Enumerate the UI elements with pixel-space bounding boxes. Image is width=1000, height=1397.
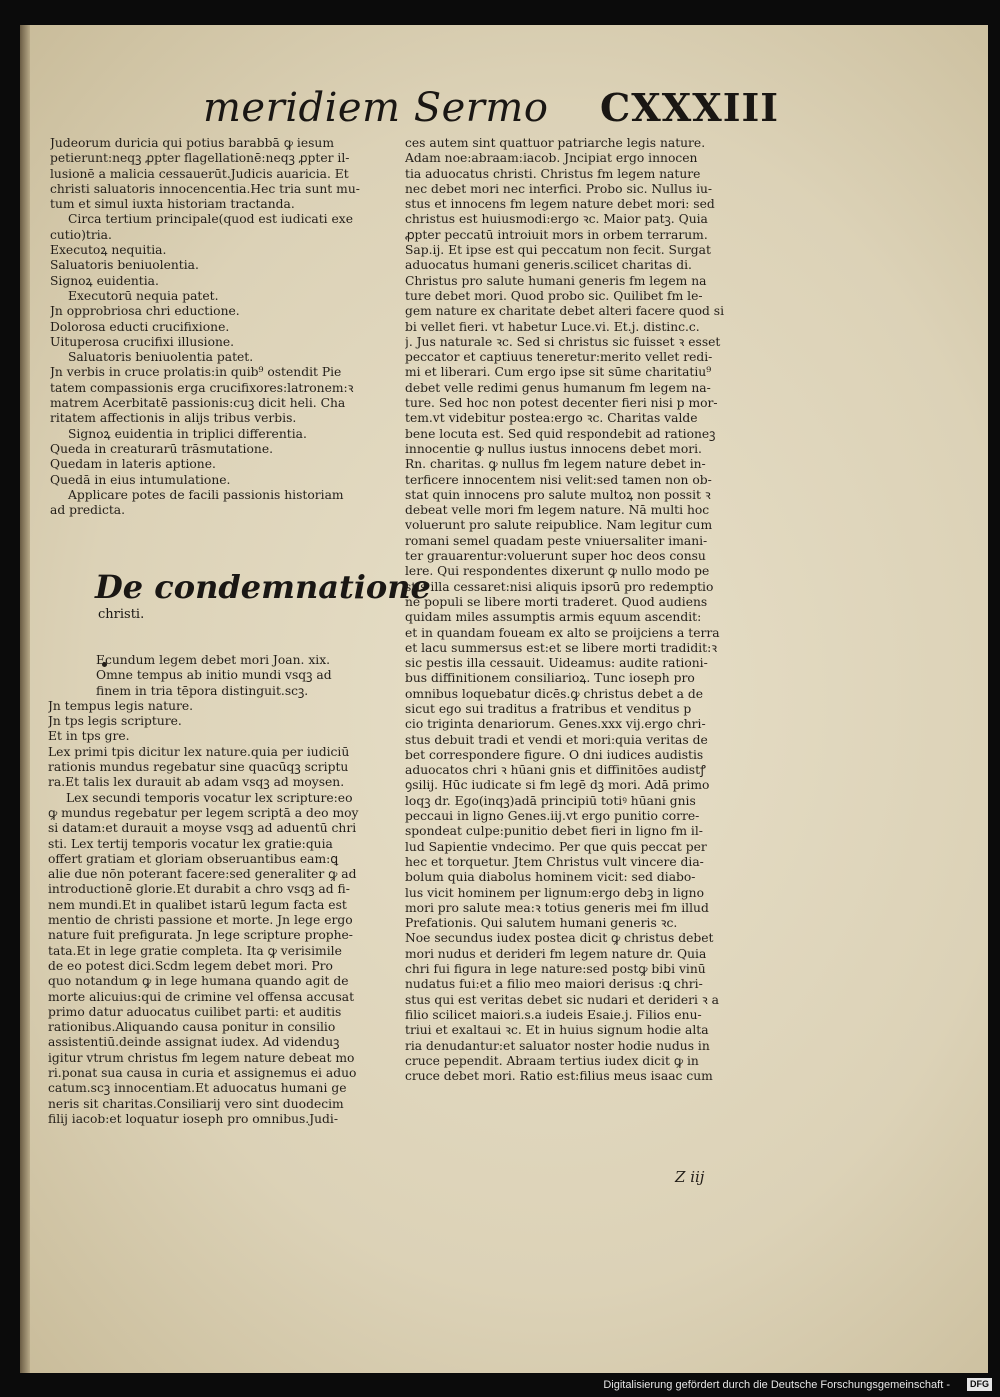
- text-line: bet correspondere figure. O dni iudices audistis: [405, 747, 704, 762]
- text-line: ne populi se libere morti traderet. Quod audiens: [405, 594, 708, 609]
- folio-number: CXXXIII: [600, 85, 780, 130]
- text-line: primo datur aduocatus cuilibet parti: et auditis: [48, 1004, 342, 1019]
- dfg-logo: DFG: [967, 1378, 992, 1391]
- text-line: Executoꝝ nequitia.: [50, 243, 167, 258]
- text-line: morte alicuius:qui de crimine vel offensa accusat: [48, 989, 355, 1004]
- text-line: Adam noe:abraam:iacob. Jncipiat ergo innocen: [405, 151, 698, 166]
- text-line: si datam:et durauit a moyse vsqꝫ ad aduentū chri: [48, 821, 357, 836]
- text-line: Rn. charitas. ꝙ nullus fm legem nature debet in-: [405, 457, 706, 472]
- section-subheading: christi.: [98, 607, 145, 622]
- text-line: filio scilicet maiori.s.a iudeis Esaie.j. Filios enu-: [405, 1007, 702, 1022]
- text-line: lere. Qui respondentes dixerunt ꝙ nullo modo pe: [405, 564, 710, 579]
- text-line: ter grauarentur:voluerunt super hoc deos consu: [405, 549, 706, 564]
- page-gutter: [20, 25, 30, 1373]
- text-line: bus diffinitionem consiliarioꝝ. Tunc ioseph pro: [405, 671, 695, 686]
- running-head: meridiem Sermo: [203, 85, 549, 131]
- left-column-bottom: [48, 653, 390, 1127]
- text-line: Jn opprobriosa chri eductione.: [50, 304, 240, 319]
- left-column-top: [50, 136, 390, 518]
- text-line: tata.Et in lege gratie completa. Ita ꝙ verisimile: [48, 943, 342, 958]
- text-line: Quedam in lateris aptione.: [50, 457, 216, 472]
- text-line: christi saluatoris innocencentia.Hec tria sunt mu-: [50, 181, 360, 196]
- text-line: rationis mundus regebatur sine quacūqꝫ scriptu: [48, 760, 349, 775]
- text-line: Saluatoris beniuolentia patet.: [68, 350, 254, 365]
- text-line: Prefationis. Qui salutem humani generis ꝛc.: [405, 916, 678, 931]
- book-page: [20, 25, 988, 1373]
- text-line: innocentie ꝙ nullus iustus innocens debet mori.: [405, 441, 702, 456]
- text-line: lusionē a malicia cessauerūt.Judicis auaricia. Et: [50, 166, 349, 181]
- footer-bar: [0, 1373, 1000, 1397]
- text-line: et in quandam foueam ex alto se proijciens a terra: [405, 625, 720, 640]
- text-line: debet velle redimi genus humanum fm legem na-: [405, 380, 711, 395]
- text-line: ritatem affectionis in alijs tribus verbis.: [50, 411, 297, 426]
- text-line: ri.ponat sua causa in curia et assignemus ei aduo: [48, 1066, 357, 1081]
- text-line: neris sit charitas.Consiliarij vero sint duodecim: [48, 1096, 344, 1111]
- text-line: introductionē glorie.Et durabit a chro vsqꝫ ad fi-: [48, 882, 350, 897]
- text-line: lus vicit hominem per lignum:ergo debꝫ in ligno: [405, 885, 704, 900]
- section-heading: De condemnatione: [95, 568, 431, 606]
- text-line: debeat velle mori fm legem nature. Nā multi hoc: [405, 503, 710, 518]
- text-line: romani semel quadam peste vniuersaliter imani-: [405, 533, 708, 548]
- text-line: mori nudus et derideri fm legem nature dr. Quia: [405, 946, 707, 961]
- text-line: omnibus loquebatur dicēs.ꝙ christus debet a de: [405, 686, 704, 701]
- text-line: nec debet mori nec interfici. Probo sic. Nullus iu-: [405, 181, 713, 196]
- text-line: Queda in creaturarū trāsmutatione.: [50, 441, 274, 456]
- text-line: Lex primi tpis dicitur lex nature.quia per iudiciū: [48, 744, 350, 759]
- text-line: quo notandum ꝙ in lege humana quando agit de: [48, 974, 349, 989]
- text-line: Jn tempus legis nature.: [48, 698, 194, 713]
- text-line: chri fui figura in lege nature:sed postꝙ bibi vinū: [405, 962, 706, 977]
- text-line: Judeorum duricia qui potius barabbā ꝙ iesum: [50, 136, 334, 150]
- text-line: Circa tertium principale(quod est iudicati exe: [68, 212, 354, 227]
- text-line: sicut ego sui traditus a fratribus et venditus p: [405, 701, 692, 716]
- text-line: peccaui in ligno Genes.iij.vt ergo punitio corre-: [405, 809, 700, 824]
- text-line: Omne tempus ab initio mundi vsqꝫ ad: [96, 668, 332, 683]
- text-line: tem.vt videbitur postea:ergo ꝛc. Charitas valde: [405, 411, 698, 426]
- text-line: cio triginta denariorum. Genes.xxx vij.ergo chri-: [405, 717, 706, 732]
- text-line: bi vellet fieri. vt habetur Luce.vi. Et.j. distinc.c.: [405, 319, 700, 334]
- text-line: Applicare potes de facili passionis historiam: [68, 487, 344, 502]
- text-line: quidam miles assumptis armis equum ascendit:: [405, 610, 702, 625]
- text-line: voluerunt pro salute reipublice. Nam legitur cum: [405, 518, 713, 533]
- text-line: tatem compassionis erga crucifixores:latronem:ꝛ: [50, 380, 354, 395]
- text-line: nudatus fui:et a filio meo maiori derisus :ꝗ chri-: [405, 977, 703, 992]
- text-line: hec et torquetur. Jtem Christus vult vincere dia-: [405, 854, 704, 869]
- text-line: igitur vtrum christus fm legem nature debeat mo: [48, 1050, 355, 1065]
- text-line: loqꝫ dr. Ego(inqꝫ)adā principiū totiꝰ hūani gnis: [405, 793, 696, 808]
- text-line: Jn tps legis scripture.: [48, 714, 182, 729]
- text-line: cruce debet mori. Ratio est:filius meus isaac cum: [405, 1069, 713, 1084]
- text-line: stus qui est veritas debet sic nudari et derideri ꝛ a: [405, 992, 719, 1007]
- text-line: Noe secundus iudex postea dicit ꝙ christus debet: [405, 931, 714, 946]
- text-line: Christus pro salute humani generis fm legem na: [405, 273, 707, 288]
- text-line: nem mundi.Et in qualibet istarū legum facta est: [48, 897, 347, 912]
- text-line: cutio)tria.: [50, 227, 112, 242]
- text-line: gem nature ex charitate debet alteri facere quod si: [405, 304, 725, 319]
- text-line: finem in tria tēpora distinguit.scꝫ.: [96, 683, 309, 698]
- text-line: sti. Lex tertij temporis vocatur lex gratie:quia: [48, 836, 333, 851]
- text-line: offert gratiam et gloriam obseruantibus eam:ꝗ: [48, 851, 339, 866]
- text-line: alie due nōn poterant facere:sed generaliter ꝙ ad: [48, 867, 357, 882]
- text-line: ꝙ mundus regebatur per legem scriptā a deo moy: [48, 805, 359, 820]
- right-column: [405, 136, 735, 1084]
- text-line: stus debuit tradi et vendi et mori:quia veritas de: [405, 732, 708, 747]
- text-line: Ecundum legem debet mori Joan. xix.: [96, 653, 331, 667]
- text-line: lud Sapientie vndecimo. Per que quis peccat per: [405, 839, 707, 854]
- text-line: ꝯsilij. Hūc iudicate si fm legē dꝫ mori. Adā primo: [405, 778, 710, 793]
- text-line: rationibus.Aliquando causa ponitur in consilio: [48, 1020, 336, 1035]
- text-line: Jn verbis in cruce prolatis:in quib⁹ ostendit Pie: [50, 365, 342, 380]
- text-line: catum.scꝫ innocentiam.Et aduocatus humani ge: [48, 1081, 347, 1096]
- text-line: mentio de christi passione et morte. Jn lege ergo: [48, 913, 353, 928]
- text-line: aduocatus humani generis.scilicet charitas di.: [405, 258, 692, 273]
- text-line: triui et exaltaui ꝛc. Et in huius signum hodie alta: [405, 1023, 709, 1038]
- text-line: cruce pependit. Abraam tertius iudex dicit ꝙ in: [405, 1053, 699, 1068]
- text-line: stat quin innocens pro salute multoꝝ non possit ꝛ: [405, 487, 711, 502]
- text-line: stus et innocens fm legem nature debet mori: sed: [405, 197, 715, 212]
- text-line: Quedā in eius intumulatione.: [50, 472, 231, 487]
- text-line: Et in tps gre.: [48, 729, 130, 744]
- text-line: Saluatoris beniuolentia.: [50, 258, 199, 273]
- text-line: Signoꝝ euidentia.: [50, 273, 159, 288]
- signature-mark: Z iij: [675, 1168, 705, 1186]
- text-line: tia aduocatus christi. Christus fm legem nature: [405, 166, 701, 181]
- text-line: mi et liberari. Cum ergo ipse sit sūme charitatiu⁹: [405, 365, 712, 380]
- text-line: petierunt:neqꝫ ꝓpter flagellationē:neqꝫ ꝓpter il-: [50, 151, 350, 166]
- text-line: assistentiū.deinde assignat iudex. Ad videnduꝫ: [48, 1035, 340, 1050]
- funding-notice: Digitalisierung gefördert durch die Deutsche Forschungsgemeinschaft -: [603, 1379, 950, 1391]
- text-line: ture. Sed hoc non potest decenter fieri nisi p mor-: [405, 396, 718, 411]
- text-line: Sap.ij. Et ipse est qui peccatum non fecit. Surgat: [405, 243, 711, 258]
- text-line: peccator et captiuus teneretur:merito vellet redi-: [405, 350, 713, 365]
- text-line: mori pro salute mea:ꝛ totius generis mei fm illud: [405, 900, 709, 915]
- text-line: ꝓpter peccatū introiuit mors in orbem terrarum.: [405, 227, 708, 242]
- text-line: christus est huiusmodi:ergo ꝛc. Maior patꝫ. Quia: [405, 212, 708, 227]
- text-line: tum et simul iuxta historiam tractanda.: [50, 197, 295, 212]
- text-line: Lex secundi temporis vocatur lex scripture:eo: [66, 790, 353, 805]
- text-line: ad predicta.: [50, 503, 126, 518]
- text-line: spondeat culpe:punitio debet fieri in ligno fm il-: [405, 824, 703, 839]
- text-line: ra.Et talis lex durauit ab adam vsqꝫ ad moysen.: [48, 775, 345, 790]
- text-line: Dolorosa educti crucifixione.: [50, 319, 230, 334]
- text-line: j. Jus naturale ꝛc. Sed si christus sic fuisset ꝛ esset: [405, 334, 721, 349]
- text-line: terficere innocentem nisi velit:sed tamen non ob-: [405, 472, 712, 487]
- text-line: Executorū nequia patet.: [68, 288, 219, 303]
- text-line: sic pestis illa cessauit. Uideamus: audite rationi-: [405, 656, 708, 671]
- text-line: stis illa cessaret:nisi aliquis ipsorū pro redemptio: [405, 579, 714, 594]
- text-line: nature fuit prefigurata. Jn lege scripture prophe-: [48, 928, 353, 943]
- text-line: aduocatos chri ꝛ hūani gnis et diffinitōes audistꝭ: [405, 763, 706, 778]
- text-line: bolum quia diabolus hominem vicit: sed diabo-: [405, 870, 696, 885]
- text-line: ture debet mori. Quod probo sic. Quilibet fm le-: [405, 288, 703, 303]
- text-line: et lacu summersus est:et se libere morti tradidit:ꝛ: [405, 640, 718, 655]
- text-line: matrem Acerbitatē passionis:cuꝫ dicit heli. Cha: [50, 396, 346, 411]
- text-line: de eo potest dici.Scdm legem debet mori. Pro: [48, 958, 333, 973]
- text-line: ces autem sint quattuor patriarche legis nature.: [405, 136, 706, 150]
- text-line: Uituperosa crucifixi illusione.: [50, 334, 235, 349]
- section-heading-block: [95, 567, 431, 622]
- text-line: ria denudantur:et saluator noster hodie nudus in: [405, 1038, 710, 1053]
- text-line: filij iacob:et loquatur ioseph pro omnibus.Judi-: [48, 1111, 339, 1126]
- text-line: bene locuta est. Sed quid respondebit ad rationeꝫ: [405, 426, 716, 441]
- text-line: Signoꝝ euidentia in triplici differentia.: [68, 426, 307, 441]
